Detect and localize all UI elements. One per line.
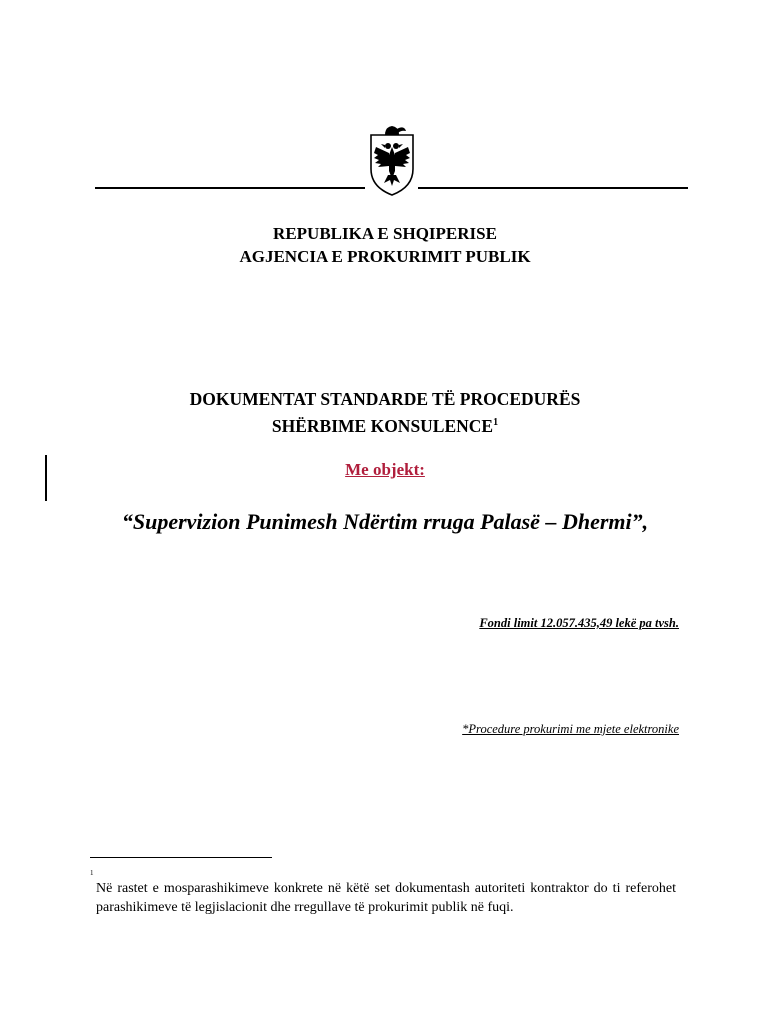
subject-row bbox=[0, 509, 770, 535]
footnote-number: 1 bbox=[90, 869, 94, 877]
coat-of-arms-icon bbox=[368, 125, 416, 197]
procedure-note-row bbox=[462, 720, 679, 738]
document-title-text: SHËRBIME KONSULENCE bbox=[271, 416, 494, 436]
object-label: Me objekt: bbox=[345, 460, 425, 479]
subject-text: “Supervizion Punimesh Ndërtim rruga Palasë – Dhermi”, bbox=[121, 509, 649, 534]
country-name: REPUBLIKA E SHQIPERISE bbox=[273, 224, 497, 243]
footnote-reference[interactable]: 1 bbox=[493, 417, 499, 428]
footnote-text: Në rastet e mosparashikimeve konkrete në këtë set dokumentash autoriteti kontraktor do ti referohet parashikimeve të legjislacionit dhe rregullave të prokurimit publik në fuqi. bbox=[96, 881, 676, 915]
fund-limit-row bbox=[479, 614, 679, 632]
document-title-line2 bbox=[0, 411, 770, 438]
footnote-separator bbox=[90, 857, 272, 858]
procedure-note: *Procedure prokurimi me mjete elektronike bbox=[462, 722, 679, 736]
header-rule-right bbox=[418, 187, 688, 189]
agency-name: AGJENCIA E PROKURIMIT PUBLIK bbox=[239, 247, 531, 266]
document-title-line1: DOKUMENTAT STANDARDE TË PROCEDURËS bbox=[189, 389, 581, 409]
object-label-row bbox=[0, 460, 770, 480]
fund-limit: Fondi limit 12.057.435,49 lekë pa tvsh. bbox=[479, 616, 679, 630]
header-rule-left bbox=[95, 187, 365, 189]
